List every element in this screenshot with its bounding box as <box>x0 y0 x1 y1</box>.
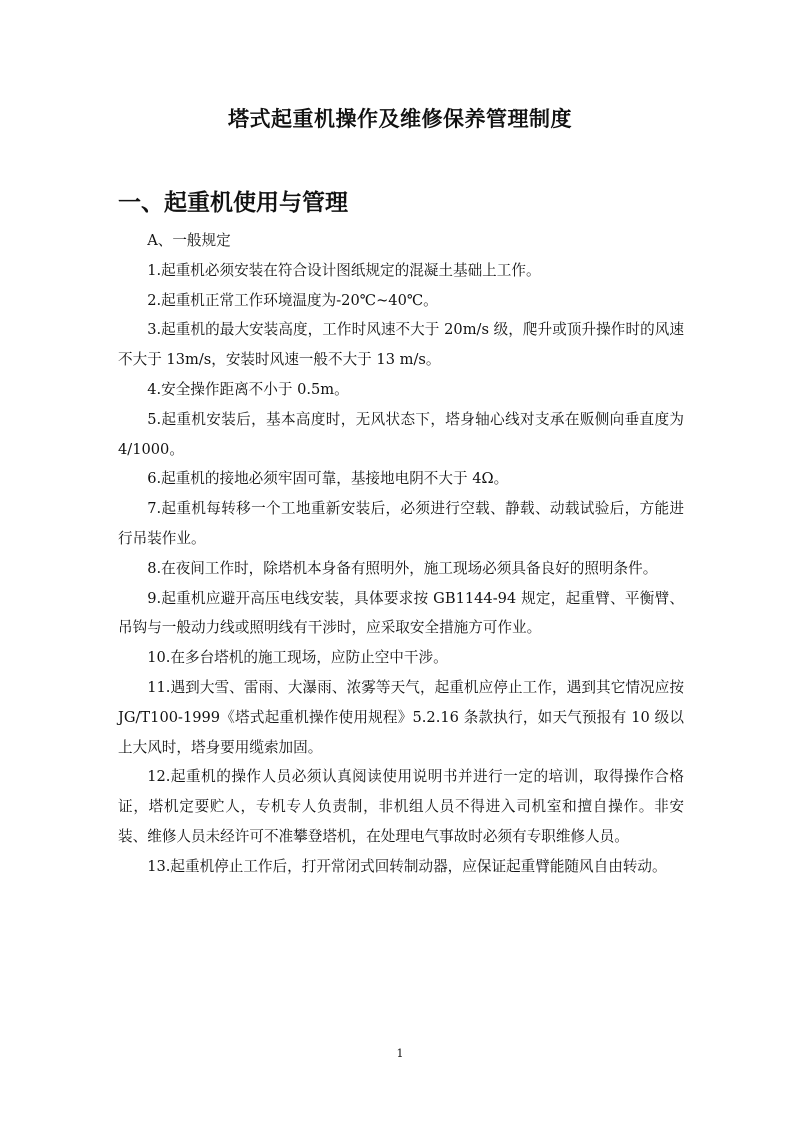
paragraph-11: 11.遇到大雪、雷雨、大瀑雨、浓雾等天气，起重机应停止工作，遇到其它情况应按 JG/T100-1999《塔式起重机操作使用规程》5.2.16 条款执行，如天气预报有 10 级以上大风时，塔身要用缆索加固。 <box>118 678 684 756</box>
paragraph-5: 5.起重机安装后，基本高度时，无风状态下，塔身轴心线对支承在贩侧向垂直度为 4/1000。 <box>118 410 684 458</box>
document-title: 塔式起重机操作及维修保养管理制度 <box>228 106 572 131</box>
paragraph-9: 9.起重机应避开高压电线安装，具体要求按 GB1144-94 规定，起重臂、平衡臂、吊钩与一般动力线或照明线有干涉时，应采取安全措施方可作业。 <box>118 589 684 637</box>
paragraph-6: 6.起重机的接地必须牢固可靠，基接地电阴不大于 4Ω。 <box>147 470 509 488</box>
subsection-label: A、一般规定 <box>147 232 231 249</box>
paragraph-12: 12.起重机的操作人员必须认真阅读使用说明书并进行一定的培训，取得操作合格证，塔机定要贮人，专机专人负责制，非机组人员不得进入司机室和擅自操作。非安装、维修人员未经许可不准攀登塔机，在处理电气事故时必须有专职维修人员。 <box>118 768 684 845</box>
paragraph-1: 1.起重机必须安装在符合设计图纸规定的混凝土基础上工作。 <box>147 261 541 279</box>
section-heading: 一、起重机使用与管理 <box>118 189 348 216</box>
paragraph-7: 7.起重机每转移一个工地重新安装后，必须进行空载、静载、动载试验后，方能进行吊装作业。 <box>118 500 684 547</box>
document-body <box>118 226 684 882</box>
paragraph-4: 4.安全操作距离不小于 0.5m。 <box>147 380 349 398</box>
paragraph-3: 3.起重机的最大安装高度，工作时风速不大于 20m/s 级，爬升或顶升操作时的风速不大于 13m/s，安装时风速一般不大于 13 m/s。 <box>118 321 684 369</box>
paragraph-10: 10.在多台塔机的施工现场，应防止空中干涉。 <box>147 649 448 667</box>
paragraph-8: 8.在夜间工作时，除塔机本身备有照明外，施工现场必须具备良好的照明条件。 <box>147 559 658 577</box>
paragraph-13: 13.起重机停止工作后，打开常闭式回转制动器，应保证起重臂能随风自由转动。 <box>147 857 667 875</box>
page-number: 1 <box>396 1047 404 1060</box>
paragraph-2: 2.起重机正常工作环境温度为-20℃~40℃。 <box>147 291 438 309</box>
